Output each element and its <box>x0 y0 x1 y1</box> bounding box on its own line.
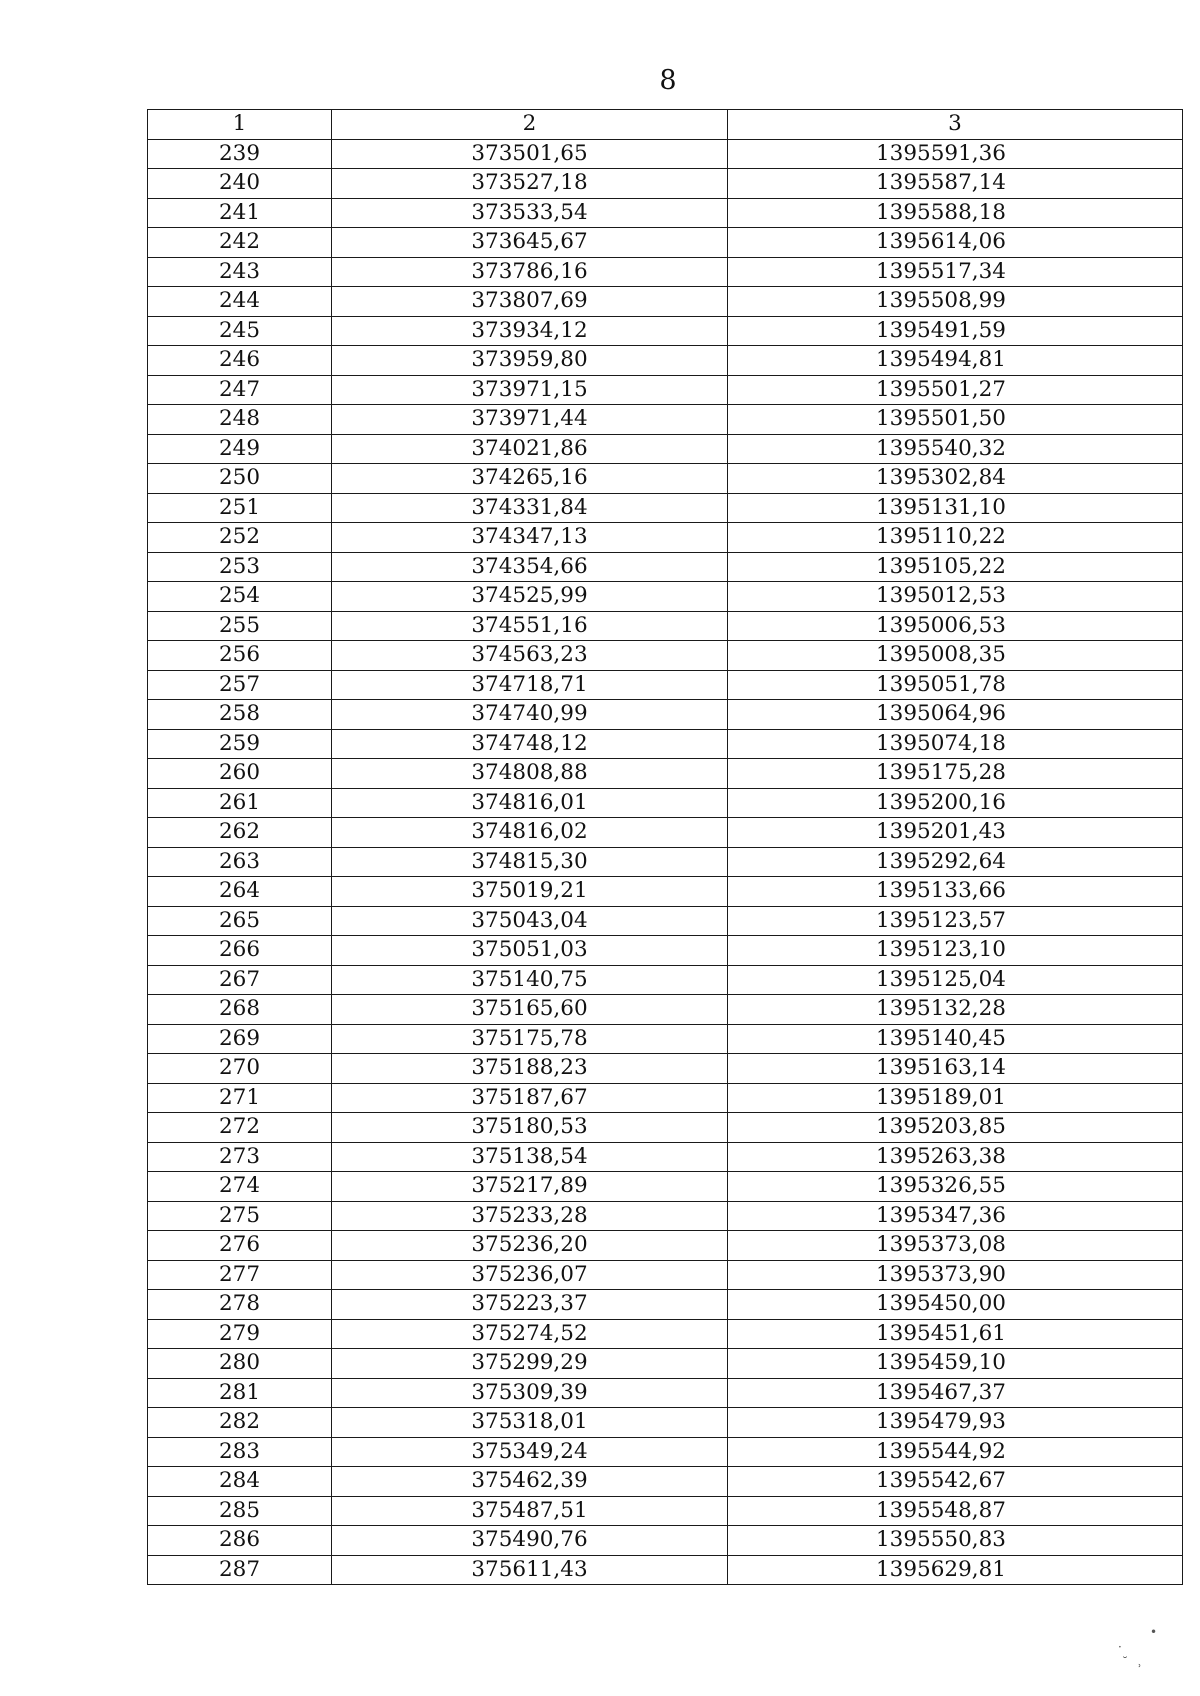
y-coordinate-cell: 1395132,28 <box>728 995 1183 1025</box>
y-coordinate-cell: 1395373,90 <box>728 1260 1183 1290</box>
point-number-cell: 259 <box>148 729 332 759</box>
table-row <box>148 375 1183 405</box>
point-number-cell: 260 <box>148 759 332 789</box>
y-coordinate-cell: 1395588,18 <box>728 198 1183 228</box>
point-number-cell: 266 <box>148 936 332 966</box>
y-coordinate-cell: 1395501,27 <box>728 375 1183 405</box>
y-coordinate-cell: 1395548,87 <box>728 1496 1183 1526</box>
table-body <box>148 139 1183 1585</box>
table-row <box>148 611 1183 641</box>
point-number-cell: 261 <box>148 788 332 818</box>
table-row <box>148 405 1183 435</box>
point-number-cell: 282 <box>148 1408 332 1438</box>
y-coordinate-cell: 1395163,14 <box>728 1054 1183 1084</box>
x-coordinate-cell: 373959,80 <box>332 346 728 376</box>
point-number-cell: 276 <box>148 1231 332 1261</box>
y-coordinate-cell: 1395175,28 <box>728 759 1183 789</box>
column-header-1: 1 <box>148 110 332 140</box>
y-coordinate-cell: 1395450,00 <box>728 1290 1183 1320</box>
point-number-cell: 281 <box>148 1378 332 1408</box>
table-row <box>148 818 1183 848</box>
point-number-cell: 262 <box>148 818 332 848</box>
table-row <box>148 788 1183 818</box>
point-number-cell: 241 <box>148 198 332 228</box>
point-number-cell: 279 <box>148 1319 332 1349</box>
y-coordinate-cell: 1395326,55 <box>728 1172 1183 1202</box>
table-row <box>148 995 1183 1025</box>
y-coordinate-cell: 1395105,22 <box>728 552 1183 582</box>
y-coordinate-cell: 1395542,67 <box>728 1467 1183 1497</box>
table-row <box>148 287 1183 317</box>
column-header-2: 2 <box>332 110 728 140</box>
x-coordinate-cell: 375309,39 <box>332 1378 728 1408</box>
x-coordinate-cell: 374265,16 <box>332 464 728 494</box>
x-coordinate-cell: 375187,67 <box>332 1083 728 1113</box>
y-coordinate-cell: 1395479,93 <box>728 1408 1183 1438</box>
y-coordinate-cell: 1395203,85 <box>728 1113 1183 1143</box>
table-row <box>148 493 1183 523</box>
point-number-cell: 251 <box>148 493 332 523</box>
y-coordinate-cell: 1395347,36 <box>728 1201 1183 1231</box>
table-row <box>148 1142 1183 1172</box>
y-coordinate-cell: 1395459,10 <box>728 1349 1183 1379</box>
point-number-cell: 247 <box>148 375 332 405</box>
point-number-cell: 270 <box>148 1054 332 1084</box>
x-coordinate-cell: 374347,13 <box>332 523 728 553</box>
point-number-cell: 285 <box>148 1496 332 1526</box>
x-coordinate-cell: 373527,18 <box>332 169 728 199</box>
x-coordinate-cell: 375236,20 <box>332 1231 728 1261</box>
x-coordinate-cell: 375223,37 <box>332 1290 728 1320</box>
y-coordinate-cell: 1395123,57 <box>728 906 1183 936</box>
table-row <box>148 552 1183 582</box>
x-coordinate-cell: 374740,99 <box>332 700 728 730</box>
point-number-cell: 277 <box>148 1260 332 1290</box>
x-coordinate-cell: 374331,84 <box>332 493 728 523</box>
x-coordinate-cell: 375019,21 <box>332 877 728 907</box>
y-coordinate-cell: 1395494,81 <box>728 346 1183 376</box>
x-coordinate-cell: 375487,51 <box>332 1496 728 1526</box>
point-number-cell: 243 <box>148 257 332 287</box>
y-coordinate-cell: 1395544,92 <box>728 1437 1183 1467</box>
point-number-cell: 240 <box>148 169 332 199</box>
point-number-cell: 250 <box>148 464 332 494</box>
table-row <box>148 877 1183 907</box>
x-coordinate-cell: 373934,12 <box>332 316 728 346</box>
table-row <box>148 1378 1183 1408</box>
x-coordinate-cell: 375490,76 <box>332 1526 728 1556</box>
table-row <box>148 729 1183 759</box>
point-number-cell: 265 <box>148 906 332 936</box>
table-row <box>148 169 1183 199</box>
table-row <box>148 1467 1183 1497</box>
y-coordinate-cell: 1395508,99 <box>728 287 1183 317</box>
x-coordinate-cell: 374563,23 <box>332 641 728 671</box>
table-row <box>148 670 1183 700</box>
point-number-cell: 246 <box>148 346 332 376</box>
table-row <box>148 1201 1183 1231</box>
y-coordinate-cell: 1395491,59 <box>728 316 1183 346</box>
table-row <box>148 1172 1183 1202</box>
x-coordinate-cell: 373786,16 <box>332 257 728 287</box>
y-coordinate-cell: 1395467,37 <box>728 1378 1183 1408</box>
x-coordinate-cell: 375051,03 <box>332 936 728 966</box>
y-coordinate-cell: 1395064,96 <box>728 700 1183 730</box>
x-coordinate-cell: 375349,24 <box>332 1437 728 1467</box>
table-row <box>148 906 1183 936</box>
point-number-cell: 256 <box>148 641 332 671</box>
y-coordinate-cell: 1395591,36 <box>728 139 1183 169</box>
x-coordinate-cell: 375233,28 <box>332 1201 728 1231</box>
y-coordinate-cell: 1395292,64 <box>728 847 1183 877</box>
point-number-cell: 242 <box>148 228 332 258</box>
table-row <box>148 700 1183 730</box>
y-coordinate-cell: 1395008,35 <box>728 641 1183 671</box>
y-coordinate-cell: 1395302,84 <box>728 464 1183 494</box>
point-number-cell: 287 <box>148 1555 332 1585</box>
x-coordinate-cell: 374551,16 <box>332 611 728 641</box>
point-number-cell: 258 <box>148 700 332 730</box>
point-number-cell: 274 <box>148 1172 332 1202</box>
table-row <box>148 1290 1183 1320</box>
y-coordinate-cell: 1395540,32 <box>728 434 1183 464</box>
table-row <box>148 257 1183 287</box>
x-coordinate-cell: 375138,54 <box>332 1142 728 1172</box>
x-coordinate-cell: 375165,60 <box>332 995 728 1025</box>
y-coordinate-cell: 1395587,14 <box>728 169 1183 199</box>
y-coordinate-cell: 1395123,10 <box>728 936 1183 966</box>
y-coordinate-cell: 1395189,01 <box>728 1083 1183 1113</box>
point-number-cell: 263 <box>148 847 332 877</box>
x-coordinate-cell: 374718,71 <box>332 670 728 700</box>
point-number-cell: 271 <box>148 1083 332 1113</box>
x-coordinate-cell: 374748,12 <box>332 729 728 759</box>
scan-specks: • · ˘ ˒ <box>1118 1625 1158 1673</box>
point-number-cell: 244 <box>148 287 332 317</box>
y-coordinate-cell: 1395550,83 <box>728 1526 1183 1556</box>
table-row <box>148 582 1183 612</box>
table-row <box>148 1319 1183 1349</box>
y-coordinate-cell: 1395125,04 <box>728 965 1183 995</box>
y-coordinate-cell: 1395201,43 <box>728 818 1183 848</box>
table-row <box>148 316 1183 346</box>
x-coordinate-cell: 374354,66 <box>332 552 728 582</box>
point-number-cell: 273 <box>148 1142 332 1172</box>
y-coordinate-cell: 1395614,06 <box>728 228 1183 258</box>
point-number-cell: 284 <box>148 1467 332 1497</box>
point-number-cell: 272 <box>148 1113 332 1143</box>
point-number-cell: 278 <box>148 1290 332 1320</box>
y-coordinate-cell: 1395263,38 <box>728 1142 1183 1172</box>
x-coordinate-cell: 375175,78 <box>332 1024 728 1054</box>
table-row <box>148 759 1183 789</box>
y-coordinate-cell: 1395133,66 <box>728 877 1183 907</box>
y-coordinate-cell: 1395051,78 <box>728 670 1183 700</box>
x-coordinate-cell: 375236,07 <box>332 1260 728 1290</box>
table-row <box>148 1437 1183 1467</box>
x-coordinate-cell: 375611,43 <box>332 1555 728 1585</box>
table-row <box>148 847 1183 877</box>
x-coordinate-cell: 375318,01 <box>332 1408 728 1438</box>
table-row <box>148 1349 1183 1379</box>
y-coordinate-cell: 1395629,81 <box>728 1555 1183 1585</box>
point-number-cell: 269 <box>148 1024 332 1054</box>
point-number-cell: 255 <box>148 611 332 641</box>
y-coordinate-cell: 1395451,61 <box>728 1319 1183 1349</box>
table-row <box>148 1083 1183 1113</box>
table-row <box>148 1054 1183 1084</box>
point-number-cell: 254 <box>148 582 332 612</box>
x-coordinate-cell: 375140,75 <box>332 965 728 995</box>
x-coordinate-cell: 375217,89 <box>332 1172 728 1202</box>
point-number-cell: 267 <box>148 965 332 995</box>
point-number-cell: 280 <box>148 1349 332 1379</box>
point-number-cell: 252 <box>148 523 332 553</box>
point-number-cell: 275 <box>148 1201 332 1231</box>
table-row <box>148 1231 1183 1261</box>
table-row <box>148 139 1183 169</box>
y-coordinate-cell: 1395373,08 <box>728 1231 1183 1261</box>
x-coordinate-cell: 373971,44 <box>332 405 728 435</box>
y-coordinate-cell: 1395501,50 <box>728 405 1183 435</box>
table-row <box>148 198 1183 228</box>
x-coordinate-cell: 374816,01 <box>332 788 728 818</box>
point-number-cell: 248 <box>148 405 332 435</box>
x-coordinate-cell: 375043,04 <box>332 906 728 936</box>
x-coordinate-cell: 374021,86 <box>332 434 728 464</box>
x-coordinate-cell: 375274,52 <box>332 1319 728 1349</box>
point-number-cell: 257 <box>148 670 332 700</box>
point-number-cell: 239 <box>148 139 332 169</box>
table-row <box>148 1555 1183 1585</box>
table-row <box>148 965 1183 995</box>
table-row <box>148 1024 1183 1054</box>
y-coordinate-cell: 1395074,18 <box>728 729 1183 759</box>
table-row <box>148 1408 1183 1438</box>
table-row <box>148 1526 1183 1556</box>
x-coordinate-cell: 373645,67 <box>332 228 728 258</box>
column-header-3: 3 <box>728 110 1183 140</box>
x-coordinate-cell: 374525,99 <box>332 582 728 612</box>
x-coordinate-cell: 375299,29 <box>332 1349 728 1379</box>
table-row <box>148 1496 1183 1526</box>
table-row <box>148 641 1183 671</box>
table-row <box>148 346 1183 376</box>
table-row <box>148 1113 1183 1143</box>
y-coordinate-cell: 1395012,53 <box>728 582 1183 612</box>
y-coordinate-cell: 1395200,16 <box>728 788 1183 818</box>
x-coordinate-cell: 375462,39 <box>332 1467 728 1497</box>
x-coordinate-cell: 374808,88 <box>332 759 728 789</box>
table-row <box>148 464 1183 494</box>
x-coordinate-cell: 373807,69 <box>332 287 728 317</box>
table-header-row <box>148 110 1183 140</box>
table-row <box>148 1260 1183 1290</box>
point-number-cell: 264 <box>148 877 332 907</box>
page-number: 8 <box>659 65 677 96</box>
point-number-cell: 249 <box>148 434 332 464</box>
x-coordinate-cell: 374815,30 <box>332 847 728 877</box>
y-coordinate-cell: 1395517,34 <box>728 257 1183 287</box>
table-row <box>148 434 1183 464</box>
coordinates-table <box>147 109 1183 1585</box>
table-row <box>148 523 1183 553</box>
x-coordinate-cell: 373533,54 <box>332 198 728 228</box>
point-number-cell: 253 <box>148 552 332 582</box>
x-coordinate-cell: 375180,53 <box>332 1113 728 1143</box>
y-coordinate-cell: 1395006,53 <box>728 611 1183 641</box>
y-coordinate-cell: 1395140,45 <box>728 1024 1183 1054</box>
point-number-cell: 283 <box>148 1437 332 1467</box>
x-coordinate-cell: 373971,15 <box>332 375 728 405</box>
y-coordinate-cell: 1395131,10 <box>728 493 1183 523</box>
table-row <box>148 228 1183 258</box>
point-number-cell: 245 <box>148 316 332 346</box>
table-row <box>148 936 1183 966</box>
x-coordinate-cell: 375188,23 <box>332 1054 728 1084</box>
x-coordinate-cell: 373501,65 <box>332 139 728 169</box>
point-number-cell: 268 <box>148 995 332 1025</box>
point-number-cell: 286 <box>148 1526 332 1556</box>
x-coordinate-cell: 374816,02 <box>332 818 728 848</box>
y-coordinate-cell: 1395110,22 <box>728 523 1183 553</box>
